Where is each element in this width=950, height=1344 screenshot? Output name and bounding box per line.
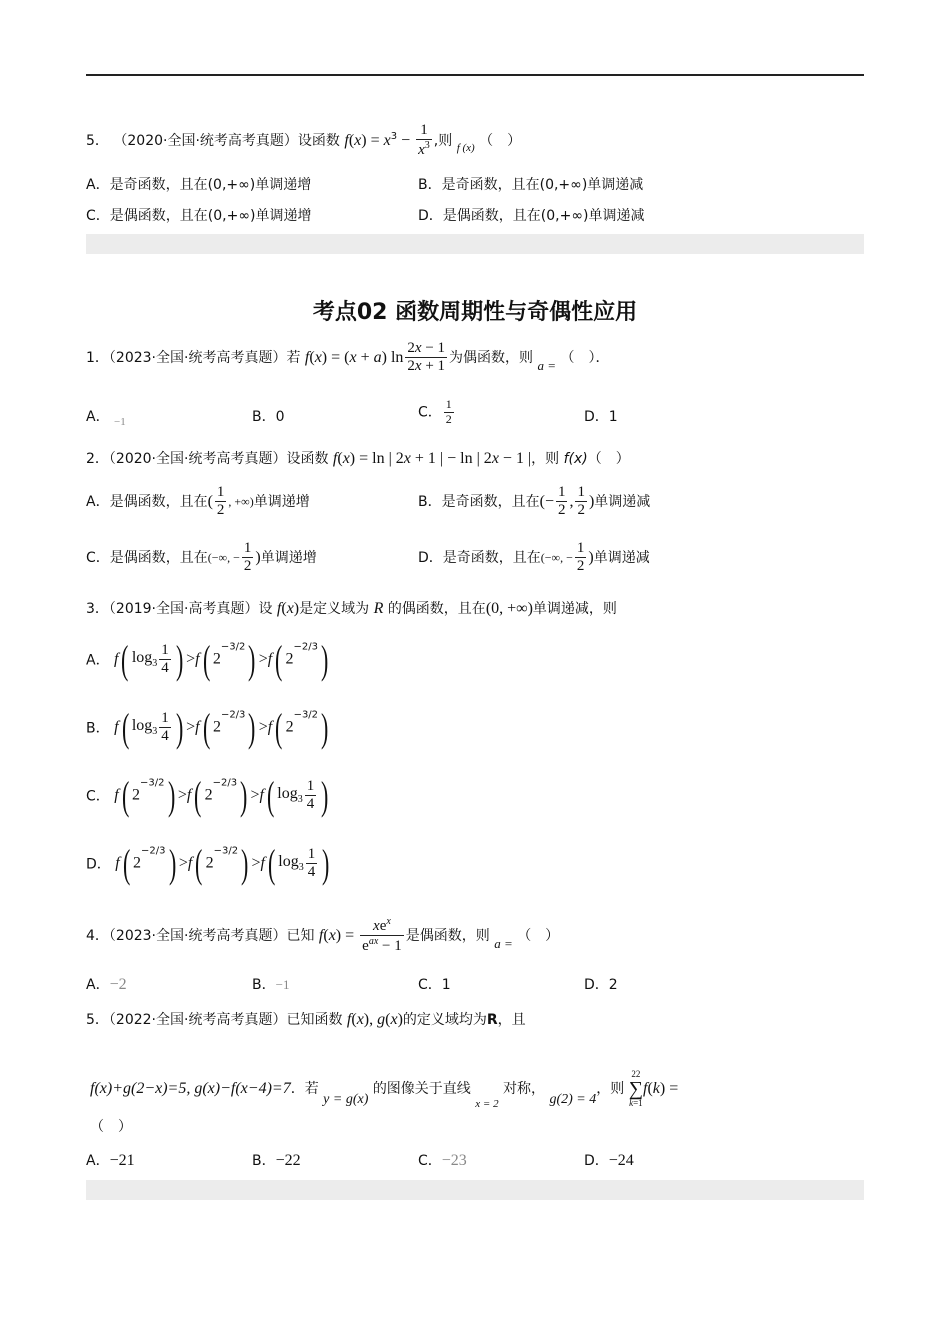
question-source: （2020·全国·统考高考真题）设函数	[113, 132, 340, 149]
q5-paren: （ ）	[90, 1119, 132, 1135]
q5-option-d[interactable]: D．−24	[584, 1152, 634, 1169]
q5-option-a[interactable]: A．−21	[86, 1152, 135, 1169]
q4-option-c[interactable]: C．1	[418, 977, 451, 993]
q3-option-d[interactable]: D． f( $2^{-2/3}) >f$( $2^{-3/2}) >f$( $\log_3$ $\frac{1}{4}$ )	[86, 841, 330, 886]
q4-stem: 4．（2023·全国·统考高考真题）已知 f(x) = $\frac{xe^x}{e^{ax} - 1}$ 是偶函数，则 a = （ ）	[86, 916, 560, 955]
option-b[interactable]: B．是奇函数，且在(0,+∞)单调递减	[418, 177, 644, 193]
q2-option-d[interactable]: D．是奇函数，且在(−∞, − $\frac{1}{2}$ )单调递减	[418, 540, 650, 575]
separator-band	[86, 234, 864, 254]
q5-option-c[interactable]: C．−23	[418, 1152, 467, 1169]
answer-paren: （ ）	[479, 132, 522, 149]
q2-option-c[interactable]: C．是偶函数，且在(−∞, − $\frac{1}{2}$ )单调递增	[86, 540, 317, 575]
q1-stem: 1．（2023·全国·统考高考真题）若 f(x) = (x + a) ln $\frac{2x - 1}{2x + 1}$ 为偶函数，则 a = （ ）．	[86, 340, 610, 375]
q3-stem: 3．（2019·全国·高考真题）设 f(x)是定义域为 R 的偶函数，且在(0, +∞)单调递减，则	[86, 600, 617, 617]
section-title: 考点02 函数周期性与奇偶性应用	[312, 300, 638, 325]
separator-band-bottom	[86, 1180, 864, 1200]
question-number: 5．	[86, 132, 109, 149]
option-d[interactable]: D．是偶函数，且在(0,+∞)单调递减	[418, 208, 645, 224]
q3-option-c[interactable]: C． f( $2^{-3/2}) >f$( $2^{-2/3}) >f$( $\log_3$ $\frac{1}{4}$ )	[86, 773, 329, 818]
q5-option-b[interactable]: B．−22	[252, 1152, 301, 1169]
option-c[interactable]: C．是偶函数，且在(0,+∞)单调递增	[86, 208, 312, 224]
q2-option-a[interactable]: A．是偶函数，且在( $\frac{1}{2}$ , +∞)单调递增	[86, 484, 310, 519]
q1-option-a[interactable]: A． $_{-1}$	[86, 409, 126, 428]
q2-option-b[interactable]: B．是奇函数，且在(− $\frac{1}{2}$ , $\frac{1}{2}$ )单调递减	[418, 484, 651, 519]
q4-option-b[interactable]: B．−1	[252, 977, 290, 993]
q3-option-b[interactable]: B． f( $\log_3$ $\frac{1}{4}$ ) >f( $2^{-2/3}) >f$( $2^{-3/2}$)	[86, 705, 329, 750]
fraction: $\frac{1}{x^3}$	[418, 122, 430, 159]
q4-option-d[interactable]: D．2	[584, 977, 618, 993]
option-a[interactable]: A．是奇函数，且在(0,+∞)单调递增	[86, 177, 312, 193]
q4-option-a[interactable]: A．−2	[86, 976, 127, 993]
summation: 22 ∑ k=1	[628, 1069, 643, 1108]
q1-option-b[interactable]: B．0	[252, 409, 285, 425]
q2-stem: 2．（2020·全国·统考高考真题）设函数 f(x) = ln | 2x + 1 | − ln | 2x − 1 |，则 f(x)（ ）	[86, 450, 630, 467]
q1-option-c[interactable]: C． $\frac{1}{2}$	[418, 397, 452, 426]
q5-stem: 5．（2022·全国·统考高考真题）已知函数 f(x), g(x)的定义域均为R，且	[86, 1011, 526, 1028]
formula: f	[344, 131, 349, 149]
q5-stem-line2: f(x)+g(2−x)=5, g(x)−f(x−4)=7．若 y = g(x) 的图像关于直线 $_{x = 2}$ 对称， g(2) = 4，则 22 ∑ k=1f(k) =	[90, 1069, 679, 1110]
q3-option-a[interactable]: A． f( $\log_3$ $\frac{1}{4}$ ) >f( $2^{-3/2}) >f$( $2^{-2/3}$)	[86, 637, 329, 682]
q1-option-d[interactable]: D．1	[584, 409, 618, 425]
text-then: ,则	[433, 132, 453, 149]
prev-question-stem: 5． （2020·全国·统考高考真题）设函数 $f(x) = x^3$ − $\frac{1}{x^3}$ ,则 $_{f (x)}$ （ ）	[86, 122, 522, 159]
header-rule	[86, 74, 864, 76]
